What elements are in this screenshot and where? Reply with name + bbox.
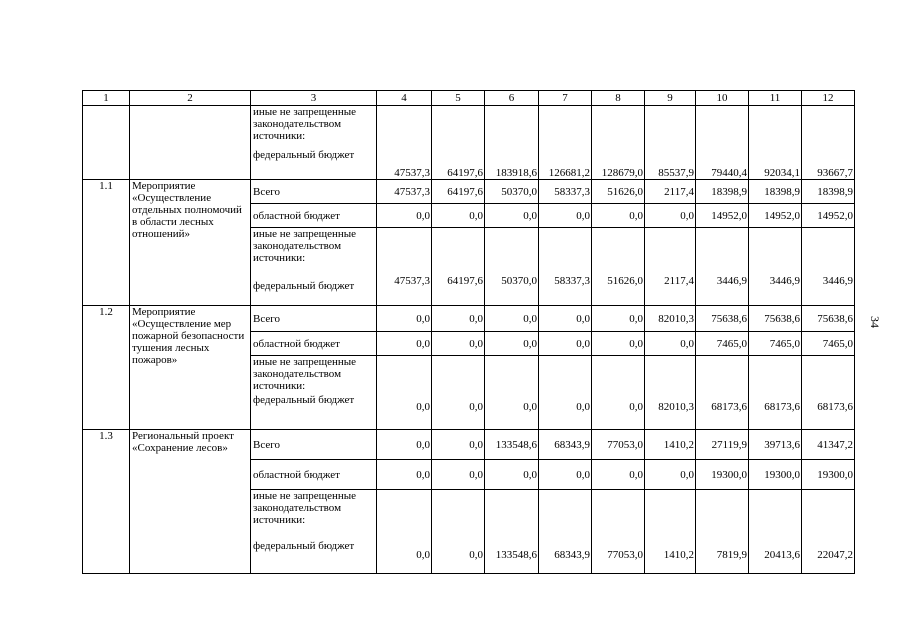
value-cell: 0,0 <box>432 460 485 490</box>
value-cell: 0,0 <box>592 356 645 430</box>
value-cell: 92034,1 <box>749 106 802 180</box>
source-cell <box>251 228 377 306</box>
value-cell: 18398,9 <box>749 180 802 204</box>
header-cell: 8 <box>592 91 645 106</box>
header-cell: 9 <box>645 91 696 106</box>
value-cell: 47537,3 <box>377 228 432 306</box>
header-cell: 7 <box>539 91 592 106</box>
value-cell: 75638,6 <box>749 306 802 332</box>
value-cell: 18398,9 <box>696 180 749 204</box>
value-cell: 0,0 <box>377 490 432 574</box>
table-row <box>83 180 855 204</box>
value-cell: 47537,3 <box>377 180 432 204</box>
value-cell: 0,0 <box>539 356 592 430</box>
header-cell: 3 <box>251 91 377 106</box>
value-cell: 51626,0 <box>592 180 645 204</box>
other-sources-label: иные не запрещенные законодательством источники: <box>253 106 357 142</box>
value-cell: 82010,3 <box>645 356 696 430</box>
header-cell: 10 <box>696 91 749 106</box>
value-cell: 0,0 <box>485 356 539 430</box>
value-cell: 39713,6 <box>749 430 802 460</box>
value-cell: 0,0 <box>485 204 539 228</box>
value-cell: 0,0 <box>432 356 485 430</box>
header-cell: 11 <box>749 91 802 106</box>
table-row <box>83 306 855 332</box>
value-cell: 2117,4 <box>645 180 696 204</box>
federal-label: федеральный бюджет <box>253 149 355 161</box>
regional-label: областной бюджет <box>251 460 377 490</box>
value-cell: 0,0 <box>539 460 592 490</box>
value-cell: 126681,2 <box>539 106 592 180</box>
total-label: Всего <box>251 430 377 460</box>
value-cell: 41347,2 <box>802 430 855 460</box>
value-cell: 183918,6 <box>485 106 539 180</box>
federal-label: федеральный бюджет <box>253 540 355 552</box>
value-cell: 50370,0 <box>485 228 539 306</box>
value-cell: 0,0 <box>377 204 432 228</box>
header-cell: 4 <box>377 91 432 106</box>
value-cell: 0,0 <box>539 332 592 356</box>
value-cell: 18398,9 <box>802 180 855 204</box>
header-cell: 2 <box>130 91 251 106</box>
table-row <box>83 106 855 180</box>
value-cell: 27119,9 <box>696 430 749 460</box>
value-cell: 7465,0 <box>802 332 855 356</box>
value-cell: 133548,6 <box>485 430 539 460</box>
value-cell: 22047,2 <box>802 490 855 574</box>
value-cell: 0,0 <box>539 204 592 228</box>
value-cell: 0,0 <box>645 204 696 228</box>
value-cell: 3446,9 <box>696 228 749 306</box>
value-cell: 85537,9 <box>645 106 696 180</box>
value-cell: 0,0 <box>377 356 432 430</box>
row-code: 1.3 <box>83 430 130 574</box>
other-sources-label: иные не запрещенные законодательством источники: <box>253 356 357 392</box>
row-name: Региональный проект «Сохранение лесов» <box>130 430 251 574</box>
regional-label: областной бюджет <box>251 204 377 228</box>
value-cell: 0,0 <box>377 460 432 490</box>
value-cell: 0,0 <box>592 460 645 490</box>
header-cell: 12 <box>802 91 855 106</box>
source-cell <box>251 106 377 180</box>
value-cell: 3446,9 <box>802 228 855 306</box>
header-cell: 6 <box>485 91 539 106</box>
value-cell: 0,0 <box>592 332 645 356</box>
table-row <box>83 430 855 460</box>
value-cell: 19300,0 <box>802 460 855 490</box>
value-cell: 133548,6 <box>485 490 539 574</box>
value-cell: 0,0 <box>377 430 432 460</box>
value-cell: 51626,0 <box>592 228 645 306</box>
value-cell: 68343,9 <box>539 430 592 460</box>
value-cell: 58337,3 <box>539 180 592 204</box>
value-cell: 0,0 <box>645 460 696 490</box>
header-row <box>83 91 855 106</box>
value-cell: 47537,3 <box>377 106 432 180</box>
value-cell: 128679,0 <box>592 106 645 180</box>
value-cell: 64197,6 <box>432 180 485 204</box>
value-cell: 2117,4 <box>645 228 696 306</box>
value-cell: 3446,9 <box>749 228 802 306</box>
row-code: 1.2 <box>83 306 130 430</box>
value-cell: 68343,9 <box>539 490 592 574</box>
value-cell: 19300,0 <box>696 460 749 490</box>
other-sources-label: иные не запрещенные законодательством источники: <box>253 228 357 264</box>
value-cell: 7465,0 <box>749 332 802 356</box>
value-cell: 0,0 <box>485 460 539 490</box>
header-cell: 1 <box>83 91 130 106</box>
federal-label: федеральный бюджет <box>253 394 355 406</box>
value-cell: 14952,0 <box>802 204 855 228</box>
value-cell: 64197,6 <box>432 106 485 180</box>
federal-label: федеральный бюджет <box>253 280 355 292</box>
regional-label: областной бюджет <box>251 332 377 356</box>
row-name: Мероприятие «Осуществление мер пожарной безопасности тушения лесных пожаров» <box>130 306 251 430</box>
value-cell: 1410,2 <box>645 490 696 574</box>
value-cell: 50370,0 <box>485 180 539 204</box>
value-cell: 0,0 <box>432 490 485 574</box>
value-cell: 0,0 <box>539 306 592 332</box>
other-sources-label: иные не запрещенные законодательством источники: <box>253 490 357 526</box>
value-cell: 93667,7 <box>802 106 855 180</box>
code-cell <box>83 106 130 180</box>
value-cell: 0,0 <box>485 332 539 356</box>
value-cell: 0,0 <box>432 430 485 460</box>
total-label: Всего <box>251 306 377 332</box>
source-cell <box>251 356 377 430</box>
value-cell: 0,0 <box>592 306 645 332</box>
budget-table <box>82 90 855 574</box>
value-cell: 0,0 <box>645 332 696 356</box>
total-label: Всего <box>251 180 377 204</box>
page-number: 34 <box>868 316 882 328</box>
value-cell: 0,0 <box>432 306 485 332</box>
value-cell: 0,0 <box>377 306 432 332</box>
value-cell: 68173,6 <box>749 356 802 430</box>
value-cell: 64197,6 <box>432 228 485 306</box>
header-cell: 5 <box>432 91 485 106</box>
value-cell: 82010,3 <box>645 306 696 332</box>
value-cell: 58337,3 <box>539 228 592 306</box>
value-cell: 0,0 <box>592 204 645 228</box>
value-cell: 68173,6 <box>696 356 749 430</box>
value-cell: 14952,0 <box>696 204 749 228</box>
value-cell: 1410,2 <box>645 430 696 460</box>
name-cell <box>130 106 251 180</box>
value-cell: 0,0 <box>485 306 539 332</box>
value-cell: 20413,6 <box>749 490 802 574</box>
value-cell: 77053,0 <box>592 490 645 574</box>
value-cell: 0,0 <box>432 204 485 228</box>
source-cell <box>251 490 377 574</box>
value-cell: 0,0 <box>432 332 485 356</box>
value-cell: 0,0 <box>377 332 432 356</box>
row-name: Мероприятие «Осуществление отдельных полномочий в области лесных отношений» <box>130 180 251 306</box>
value-cell: 77053,0 <box>592 430 645 460</box>
value-cell: 19300,0 <box>749 460 802 490</box>
value-cell: 79440,4 <box>696 106 749 180</box>
value-cell: 75638,6 <box>696 306 749 332</box>
value-cell: 14952,0 <box>749 204 802 228</box>
value-cell: 75638,6 <box>802 306 855 332</box>
value-cell: 68173,6 <box>802 356 855 430</box>
value-cell: 7465,0 <box>696 332 749 356</box>
value-cell: 7819,9 <box>696 490 749 574</box>
row-code: 1.1 <box>83 180 130 306</box>
